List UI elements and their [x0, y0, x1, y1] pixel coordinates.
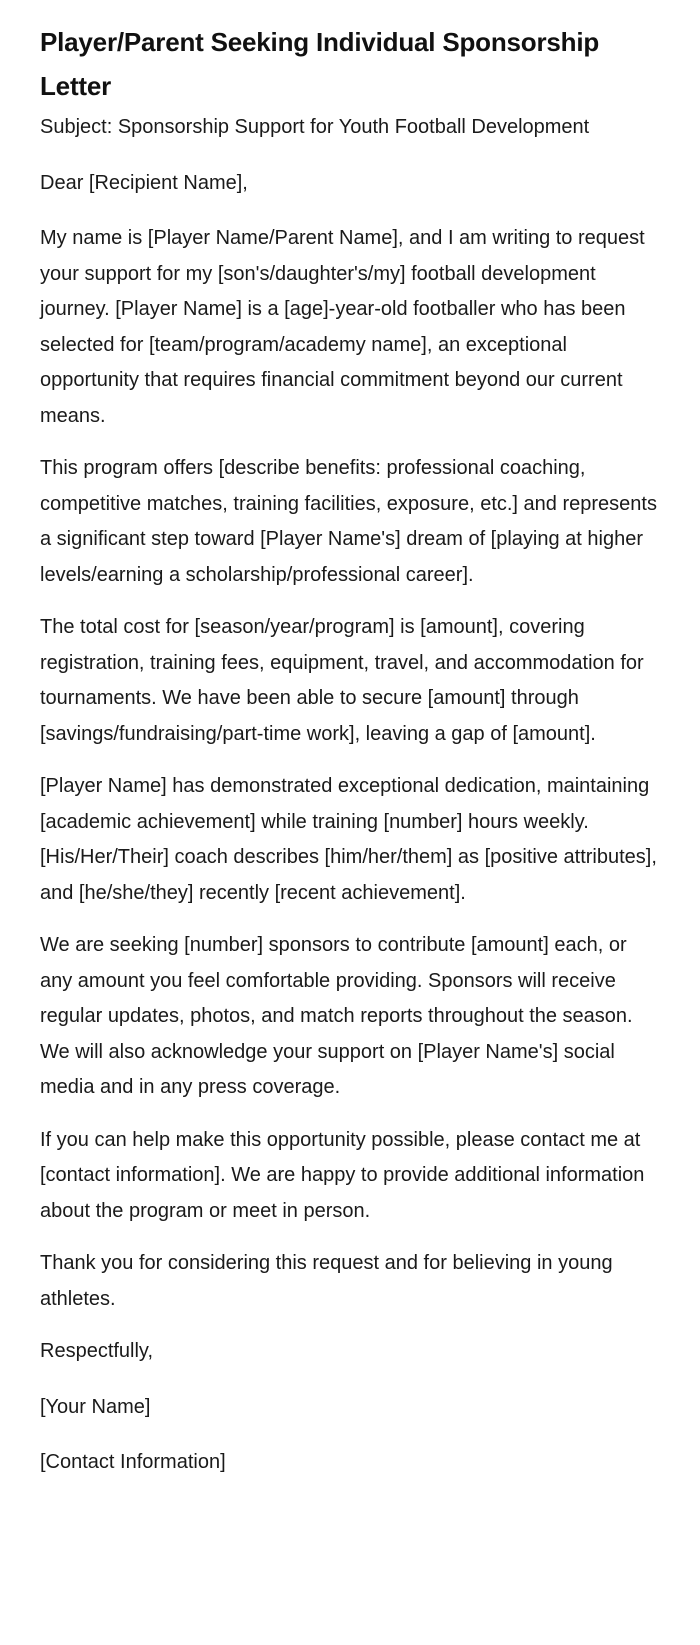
letter-closing: Respectfully, [40, 1340, 154, 1362]
letter-subject: Subject: Sponsorship Support for Youth Football Development [40, 116, 590, 138]
body-paragraph-intro: My name is [Player Name/Parent Name], and I am writing to request your support for my [son's/daughter's/my] football development journey. [Player Name] is a [age]-year-old footballer who has been selected for [team/program/academy name], an exceptional opportunity that requires financial commitment beyond our current means. [40, 227, 645, 427]
body-paragraph-dedication: [Player Name] has demonstrated exceptional dedication, maintaining [academic achievement] while training [number] hours weekly. [His/Her/Their] coach describes [him/her/them] as [positive attributes], and [he/she/they] recently [recent achievement]. [40, 775, 657, 904]
letter-salutation: Dear [Recipient Name], [40, 171, 248, 194]
body-paragraph-cost: The total cost for [season/year/program] is [amount], covering registration, training fees, equipment, travel, and accommodation for tournaments. We have been able to secure [amount] through [savings/fundraising/part-time work], leaving a gap of [amount]. [40, 616, 644, 745]
signature-name: [Your Name] [40, 1395, 151, 1418]
body-paragraph-thanks: Thank you for considering this request and for believing in young athletes. [40, 1252, 613, 1310]
body-paragraph-contact: If you can help make this opportunity possible, please contact me at [contact information]. We are happy to provide additional information about the program or meet in person. [40, 1128, 645, 1222]
signature-contact: [Contact Information] [40, 1451, 226, 1473]
body-paragraph-sponsors: We are seeking [number] sponsors to contribute [amount] each, or any amount you feel comfortable providing. Sponsors will receive regular updates, photos, and match reports throughout the season. We will also acknowledge your support on [Player Name's] social media and in any press coverage. [40, 934, 633, 1098]
letter-title: Player/Parent Seeking Individual Sponsorship Letter [40, 27, 600, 101]
body-paragraph-program: This program offers [describe benefits: professional coaching, competitive matches, training facilities, exposure, etc.] and represents a significant step toward [Player Name's] dream of [playing at higher levels/earning a scholarship/professional career]. [40, 457, 657, 586]
